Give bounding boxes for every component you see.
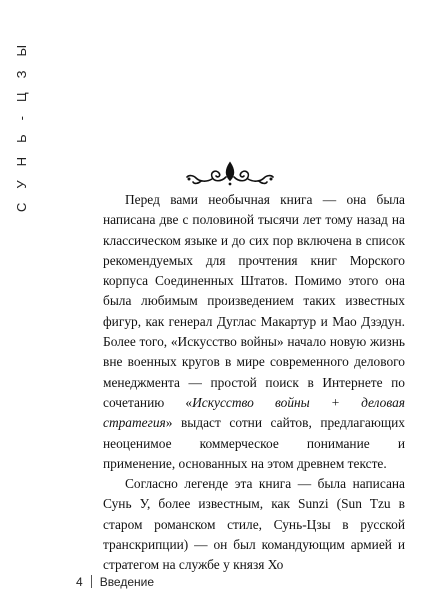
paragraph-text-italic: Искусство войны + деловая стратегия xyxy=(103,394,405,431)
running-head-author: С У Н Ь - Ц З Ы xyxy=(14,40,29,213)
page-number: 4 xyxy=(76,575,83,589)
paragraph-text: » выдаст сотни сайтов, предлагающих неоценимое коммерческое понимание и применение, основанных на этом древнем тексте. xyxy=(103,415,405,471)
paragraph-text: Согласно легенде эта книга — была написана Сунь У, более известным, как Sunzi (Sun Tzu в старом романском стиле, Сунь-Цзы в русской транскрипции) — он был командующим армией и стратегом на службе у князя Хо xyxy=(103,476,405,573)
footer-separator xyxy=(91,575,92,588)
paragraph xyxy=(103,474,405,575)
section-title: Введение xyxy=(99,575,155,589)
paragraph xyxy=(103,190,405,474)
body-text xyxy=(103,190,405,576)
flourish-ornament-icon xyxy=(185,158,275,188)
paragraph-text: Перед вами необычная книга — она была написана две с половиной тысячи лет тому назад на классическом языке и до сих пор включена в список рекомендуемых для прочтения книг Морского корпуса Соединенных Штатов. Помимо этого она была любимым произведением таких известных фигур, как генерал Дуглас Макартур и Мао Дзэдун. Более того, «Искусство войны» начало новую жизнь вне военных кругов в мире современного делового менеджмента — простой поиск в Интернете по сочетанию « xyxy=(103,192,405,410)
page-footer xyxy=(76,575,154,589)
